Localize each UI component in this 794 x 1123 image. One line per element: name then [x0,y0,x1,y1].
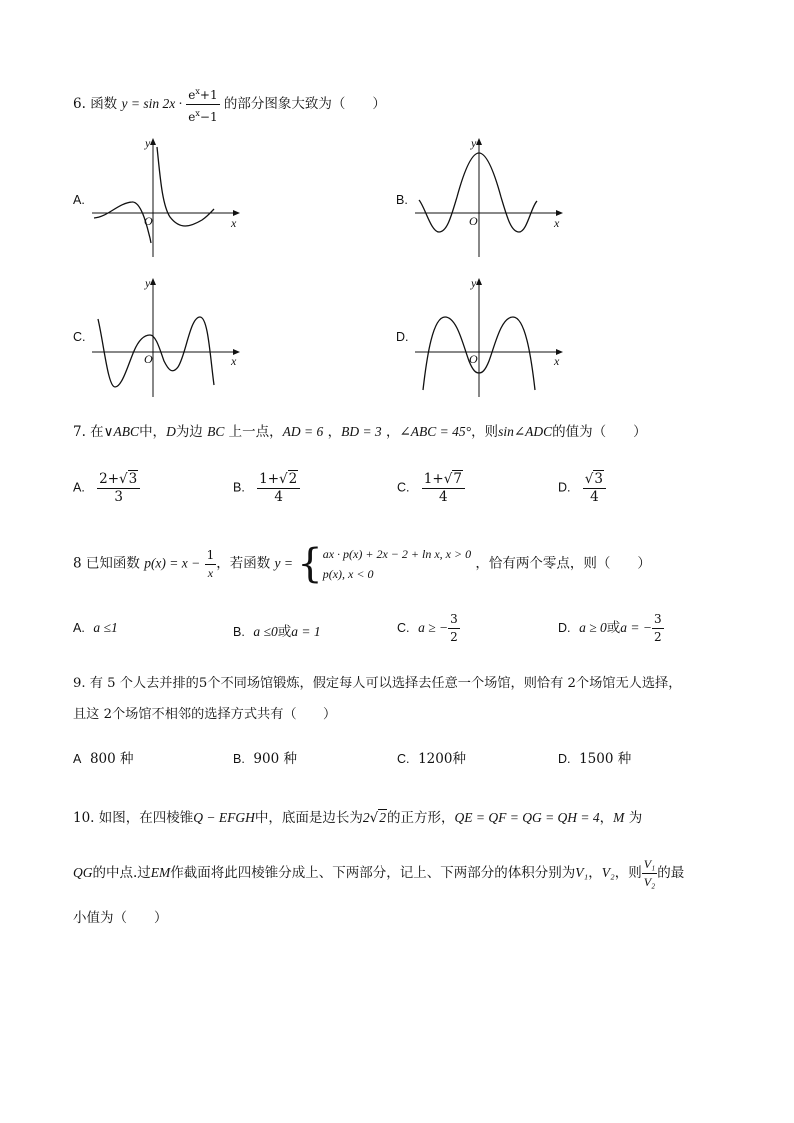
svg-text:O: O [144,352,153,366]
q7-option-c[interactable]: C. $\frac{1+√7}{4}$ [397,470,465,506]
q6-option-a-label[interactable]: A. [73,193,85,207]
svg-text:y: y [471,136,477,150]
q9-option-d[interactable]: D. 1500 种 [558,751,632,767]
q9-option-c[interactable]: C. 1200种 [397,751,466,767]
q10-stem-line2: QG的中点.过EM作截面将此四棱锥分成上、下两部分，记上、下两部分的体积分别为V₁，V₂，则 $\frac{\text{V₁}}{\text{V₂}}$ 的最 [73,857,685,889]
q8-option-d[interactable]: D. a ≥ 0或a = − $\frac{3}{2}$ [558,612,662,644]
svg-text:x: x [554,216,560,230]
q6-stem: 6. 函数 y = sin 2x · $\frac{e^x+1}{e^x-1}$ 的部分图象大致为（ ） [73,83,386,126]
q7-option-d[interactable]: D. $\frac{√3}{4}$ [558,470,606,506]
svg-text:O: O [144,214,153,228]
q10-stem-line3: 小值为（ ） [73,910,168,926]
q9-option-b[interactable]: B. 900 种 [233,751,297,767]
svg-text:x: x [231,354,237,368]
svg-text:x: x [231,216,237,230]
q7-option-a[interactable]: A. $\frac{2+√3}{3}$ [73,470,140,506]
q8-stem: 8 已知函数 p(x) = x − $\frac{1}{x}$ ，若函数 y = { ax · p(x) + 2x − 2 + ln x, x > 0 p(x), x < 0 ，恰有两个零点，则（ ） [73,541,651,587]
q6-option-c-label[interactable]: C. [73,330,86,344]
q6-graph-c[interactable] [90,275,250,400]
svg-text:y: y [145,276,151,290]
svg-text:y: y [471,276,477,290]
q8-option-c[interactable]: C. a ≥ − $\frac{3}{2}$ [397,612,458,644]
svg-text:O: O [469,352,478,366]
q7-stem: 7. 在∨ABC中，D为边 BC 上一点，AD = 6 ，BD = 3 ，∠ABC = 45°，则sin∠ADC的值为（ ） [73,424,647,440]
q6-option-b-label[interactable]: B. [396,193,408,207]
q9-option-a[interactable]: A 800 种 [73,751,134,767]
q8-option-b[interactable]: B. a ≤0或a = 1 [233,624,321,640]
svg-text:y: y [145,136,151,150]
svg-text:x: x [554,354,560,368]
svg-text:O: O [469,214,478,228]
q10-stem-line1: 10. 如图，在四棱锥Q − EFGH中，底面是边长为2√2的正方形，QE = QF = QG = QH = 4，M 为 [73,810,643,826]
q6-graph-a[interactable] [90,135,250,260]
q6-option-d-label[interactable]: D. [396,330,409,344]
q6-graph-b[interactable] [413,135,573,260]
q8-option-a[interactable]: A. a ≤1 [73,620,118,635]
q9-stem-line2: 且这 2个场馆不相邻的选择方式共有（ ） [73,707,337,722]
q9-stem-line1: 9. 有 5 个人去并排的5个不同场馆锻炼，假定每人可以选择去任意一个场馆，则恰有 2个场馆无人选择， [73,676,682,691]
q6-graph-d[interactable] [413,275,573,400]
q6-fraction: $\frac{e^x+1}{e^x-1}$ [186,83,219,126]
q7-option-b[interactable]: B. $\frac{1+√2}{4}$ [233,470,300,506]
